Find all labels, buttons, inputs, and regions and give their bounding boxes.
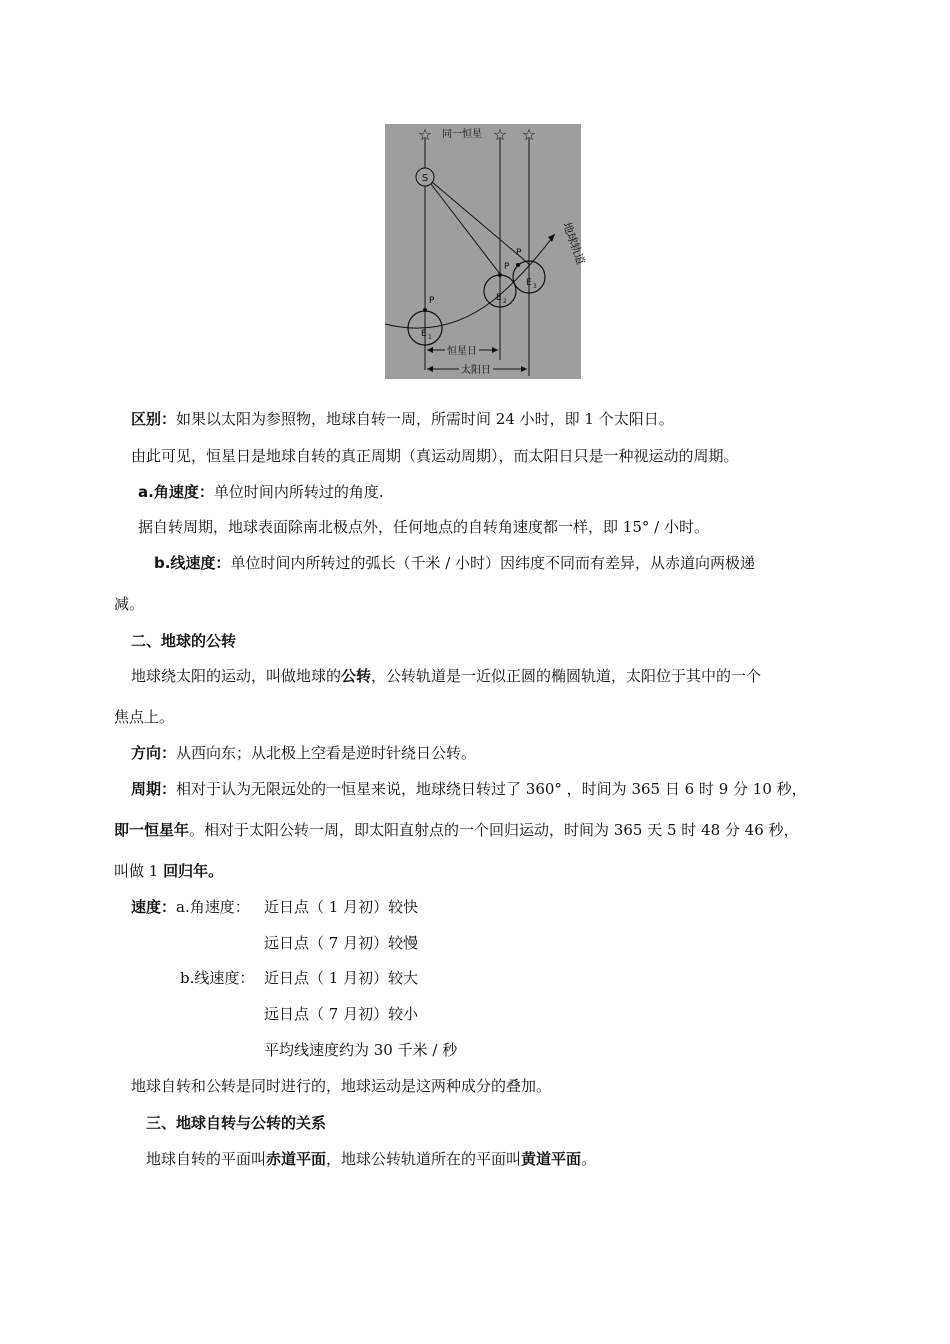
sidereal-year-term: 即一恒星年 (114, 821, 190, 839)
superposition-paragraph (131, 1076, 551, 1096)
linear-velocity-paragraph (154, 553, 755, 573)
e2-sub: 2 (503, 298, 507, 305)
speed-label: 速度： (131, 898, 177, 916)
point-p-e1 (423, 308, 427, 312)
speed-a2-text: 远日点（ 7 月初）较慢 (264, 934, 419, 952)
sidereal-year-paragraph (114, 820, 799, 840)
conclusion-paragraph (131, 446, 739, 466)
ecliptic-plane-term: 黄道平面 (521, 1150, 582, 1168)
angular-velocity-detail-text: 据自转周期，地球表面除南北极点外，任何地点的自转角速度都一样，即 15° / 小时。 (138, 518, 709, 536)
p-label-e2: P (504, 262, 510, 272)
section-heading-relation (146, 1113, 326, 1133)
diagram-svg (385, 124, 588, 379)
linear-speed-label: b.线速度： (180, 969, 255, 987)
sidereal-day-label: 恒星日 (447, 346, 477, 357)
e3-label: E (526, 278, 532, 288)
star-icon-3: ☆ (521, 125, 537, 144)
conclusion-text: 由此可见，恒星日是地球自转的真正周期（真运动周期），而太阳日只是一种视运动的周期。 (131, 447, 739, 465)
linear-velocity-label: b.线速度： (154, 554, 231, 572)
linear-velocity-continuation (114, 594, 144, 614)
speed-row-a1 (131, 897, 250, 917)
speed-b2-text: 远日点（ 7 月初）较小 (264, 1005, 419, 1023)
linear-velocity-text: 单位时间内所转过的弧长（千米 / 小时）因纬度不同而有差异，从赤道向两极递 (230, 554, 756, 572)
difference-label: 区别： (131, 410, 177, 428)
speed-b3 (264, 1040, 457, 1060)
speed-b2 (264, 1004, 418, 1024)
e1-label: E (421, 329, 427, 339)
speed-b3-text: 平均线速度约为 30 千米 / 秒 (264, 1041, 458, 1059)
e2-label: E (496, 293, 502, 303)
angular-velocity-text: 单位时间内所转过的角度. (213, 483, 384, 501)
revolution-definition-text-2: ，公转轨道是一近似正圆的椭圆轨道，太阳位于其中的一个 (371, 667, 762, 685)
speed-b1 (264, 968, 418, 988)
planes-text-2: ，地球公转轨道所在的平面叫 (326, 1150, 522, 1168)
revolution-definition-text-1: 地球绕太阳的运动，叫做地球的 (131, 667, 342, 685)
angular-velocity-detail (138, 517, 709, 537)
section-heading-revolution-text: 二、地球的公转 (131, 632, 237, 650)
speed-a2 (264, 933, 418, 953)
speed-a1 (264, 897, 418, 917)
period-text: 相对于认为无限远处的一恒星来说，地球绕日转过了 360° ，时间为 365 日 6 时 9 分 10 秒， (176, 780, 807, 798)
p-label-e1: P (429, 296, 435, 306)
section-heading-relation-text: 三、地球自转与公转的关系 (146, 1114, 327, 1132)
direction-label: 方向： (131, 744, 177, 762)
solar-day-label: 太阳日 (461, 365, 491, 376)
angular-velocity-paragraph (138, 482, 384, 502)
planes-paragraph (146, 1149, 596, 1169)
difference-text: 如果以太阳为参照物，地球自转一周，所需时间 24 小时，即 1 个太阳日。 (176, 410, 674, 428)
period-label: 周期： (131, 780, 177, 798)
star-label: 同一恒星 (442, 129, 482, 140)
speed-a1-text: 近日点（ 1 月初）较快 (264, 898, 419, 916)
sun-label: S (421, 173, 429, 184)
planes-text-3: 。 (581, 1150, 597, 1168)
point-p-e2 (498, 273, 502, 277)
e1-sub: 1 (428, 334, 432, 341)
direction-paragraph (131, 743, 476, 763)
angular-speed-label: a.角速度： (176, 898, 250, 916)
star-icon-1: ☆ (417, 125, 433, 144)
period-paragraph (131, 779, 807, 799)
direction-text: 从西向东；从北极上空看是逆时针绕日公转。 (176, 744, 477, 762)
tropical-year-term: 回归年。 (163, 862, 224, 880)
star-icon-2: ☆ (492, 125, 508, 144)
superposition-text: 地球自转和公转是同时进行的，地球运动是这两种成分的叠加。 (131, 1077, 552, 1095)
revolution-term: 公转 (341, 667, 372, 685)
speed-b-label-row (180, 968, 254, 988)
equatorial-plane-term: 赤道平面 (266, 1150, 327, 1168)
revolution-definition (131, 666, 761, 686)
sidereal-year-text: 。相对于太阳公转一周，即太阳直射点的一个回归运动，时间为 365 天 5 时 48 分 46 秒， (189, 821, 799, 839)
angular-velocity-label: a.角速度： (138, 483, 214, 501)
difference-paragraph (131, 409, 674, 429)
tropical-year-text: 叫做 1 (114, 862, 164, 880)
e3-sub: 3 (533, 283, 537, 290)
linear-velocity-continuation-text: 减。 (114, 595, 145, 613)
revolution-definition-continuation (114, 707, 174, 727)
planes-text-1: 地球自转的平面叫 (146, 1150, 267, 1168)
p-label-e3: P (516, 248, 522, 258)
sidereal-solar-day-diagram (385, 124, 588, 379)
tropical-year-paragraph (114, 861, 223, 881)
speed-b1-text: 近日点（ 1 月初）较大 (264, 969, 419, 987)
revolution-definition-continuation-text: 焦点上。 (114, 708, 175, 726)
section-heading-revolution (131, 631, 236, 651)
orbit-label: 地球轨道 (560, 220, 588, 267)
point-p-e3 (516, 263, 520, 267)
